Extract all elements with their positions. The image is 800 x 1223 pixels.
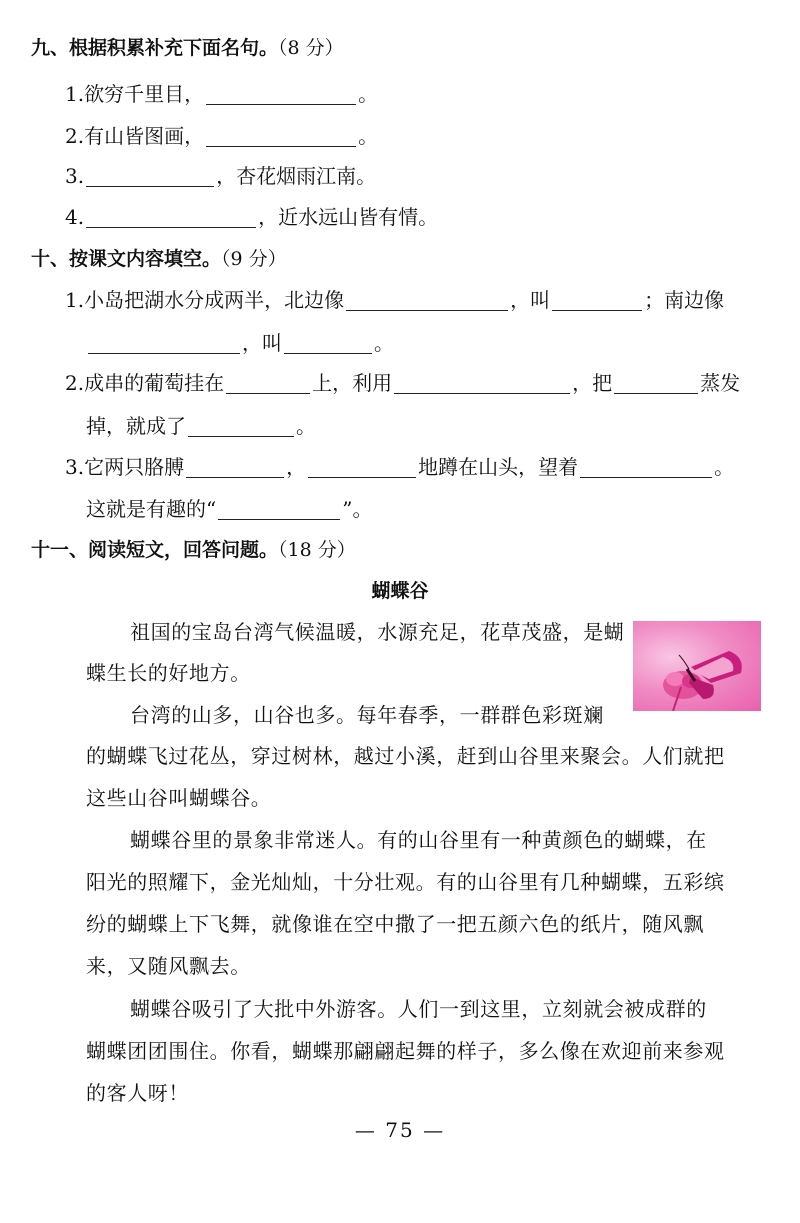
s10-q2-line2 bbox=[86, 412, 316, 440]
passage-title: 蝴蝶谷 bbox=[371, 580, 429, 602]
answer-blank[interactable] bbox=[206, 82, 356, 105]
item-text: 小岛把湖水分成两半，北边像 bbox=[84, 288, 345, 312]
item-text: 上，利用 bbox=[312, 371, 393, 395]
item-text: 这就是有趣的“ bbox=[86, 497, 217, 521]
s10-q3-line1 bbox=[65, 453, 734, 481]
s10-q2-line1 bbox=[65, 369, 740, 397]
answer-blank[interactable] bbox=[88, 331, 240, 354]
section-11-score: （18 分） bbox=[278, 539, 356, 561]
s10-q1-line1 bbox=[65, 286, 724, 314]
item-text: 有山皆图画， bbox=[84, 124, 205, 148]
item-number: 4. bbox=[65, 205, 85, 229]
item-number: 1. bbox=[65, 288, 85, 312]
butterfly-photo bbox=[633, 621, 761, 711]
section-9-title: 九、根据积累补充下面名句。 bbox=[31, 37, 279, 59]
page-number: — 75 — bbox=[354, 1118, 446, 1142]
answer-blank[interactable] bbox=[580, 455, 712, 478]
answer-blank[interactable] bbox=[308, 455, 416, 478]
answer-blank[interactable] bbox=[86, 164, 214, 187]
answer-blank[interactable] bbox=[206, 124, 356, 147]
answer-blank[interactable] bbox=[614, 371, 698, 394]
item-text: 。 bbox=[374, 331, 394, 355]
item-text: 掉，就成了 bbox=[86, 414, 186, 438]
item-number: 2. bbox=[65, 371, 85, 395]
passage-line: 蝴蝶谷里的景象非常迷人。有的山谷里有一种黄颜色的蝴蝶，在 bbox=[130, 828, 707, 852]
section-10-title: 十、按课文内容填空。 bbox=[31, 248, 222, 270]
item-text: ”。 bbox=[342, 497, 373, 521]
item-text: ；南边像 bbox=[644, 288, 725, 312]
section-9-score: （8 分） bbox=[278, 37, 344, 59]
item-text: 欲穷千里目， bbox=[84, 82, 205, 106]
s9-item-3 bbox=[65, 162, 376, 190]
section-10-score: （9 分） bbox=[221, 248, 287, 270]
passage-line: 纷的蝴蝶上下飞舞，就像谁在空中撒了一把五颜六色的纸片，随风飘 bbox=[86, 912, 704, 936]
item-text: 地蹲在山头，望着 bbox=[418, 455, 579, 479]
passage-line: 蝴蝶团团围住。你看，蝴蝶那翩翩起舞的样子，多么像在欢迎前来参观 bbox=[86, 1039, 725, 1063]
item-text: ，近水远山皆有情。 bbox=[258, 205, 439, 229]
item-number: 2. bbox=[65, 124, 85, 148]
item-text: ，叫 bbox=[242, 331, 282, 355]
section-9-heading bbox=[31, 34, 344, 62]
item-text: 。 bbox=[296, 414, 316, 438]
answer-blank[interactable] bbox=[284, 331, 372, 354]
answer-blank[interactable] bbox=[346, 288, 508, 311]
answer-blank[interactable] bbox=[186, 455, 284, 478]
passage-line: 的客人呀！ bbox=[86, 1081, 189, 1105]
item-text: 。 bbox=[358, 124, 379, 148]
s9-item-4 bbox=[65, 203, 438, 231]
passage-line: 来，又随风飘去。 bbox=[86, 954, 251, 978]
passage-line: 祖国的宝岛台湾气候温暖，水源充足，花草茂盛，是蝴 bbox=[130, 620, 625, 644]
item-number: 1. bbox=[65, 82, 85, 106]
passage-line: 蝶生长的好地方。 bbox=[86, 661, 251, 685]
item-text: 成串的葡萄挂在 bbox=[84, 371, 225, 395]
item-text: 。 bbox=[714, 455, 735, 479]
section-11-title: 十一、阅读短文，回答问题。 bbox=[31, 539, 279, 561]
item-text: ，叫 bbox=[510, 288, 551, 312]
passage-line: 阳光的照耀下，金光灿灿，十分壮观。有的山谷里有几种蝴蝶，五彩缤 bbox=[86, 870, 725, 894]
s9-item-1 bbox=[65, 80, 378, 108]
answer-blank[interactable] bbox=[226, 371, 310, 394]
s10-q1-line2 bbox=[86, 329, 394, 357]
item-text: 它两只胳膊 bbox=[84, 455, 185, 479]
section-11-heading bbox=[31, 536, 356, 564]
passage-line: 蝴蝶谷吸引了大批中外游客。人们一到这里，立刻就会被成群的 bbox=[130, 997, 707, 1021]
item-text: ，把 bbox=[572, 371, 613, 395]
passage-line: 这些山谷叫蝴蝶谷。 bbox=[86, 786, 272, 810]
butterfly-icon bbox=[633, 621, 761, 711]
s10-q3-line2 bbox=[86, 495, 372, 523]
item-text: ，杏花烟雨江南。 bbox=[216, 164, 377, 188]
answer-blank[interactable] bbox=[188, 414, 294, 437]
answer-blank[interactable] bbox=[86, 205, 256, 228]
passage-line: 台湾的山多，山谷也多。每年春季，一群群色彩斑斓 bbox=[130, 703, 604, 727]
item-number: 3. bbox=[65, 164, 85, 188]
passage-line: 的蝴蝶飞过花丛，穿过树林，越过小溪，赶到山谷里来聚会。人们就把 bbox=[86, 744, 725, 768]
section-10-heading bbox=[31, 245, 287, 273]
item-text: 蒸发 bbox=[700, 371, 741, 395]
answer-blank[interactable] bbox=[552, 288, 642, 311]
answer-blank[interactable] bbox=[394, 371, 570, 394]
item-text: 。 bbox=[358, 82, 379, 106]
s9-item-2 bbox=[65, 122, 378, 150]
item-number: 3. bbox=[65, 455, 85, 479]
answer-blank[interactable] bbox=[218, 497, 340, 520]
item-text: ， bbox=[286, 455, 307, 479]
